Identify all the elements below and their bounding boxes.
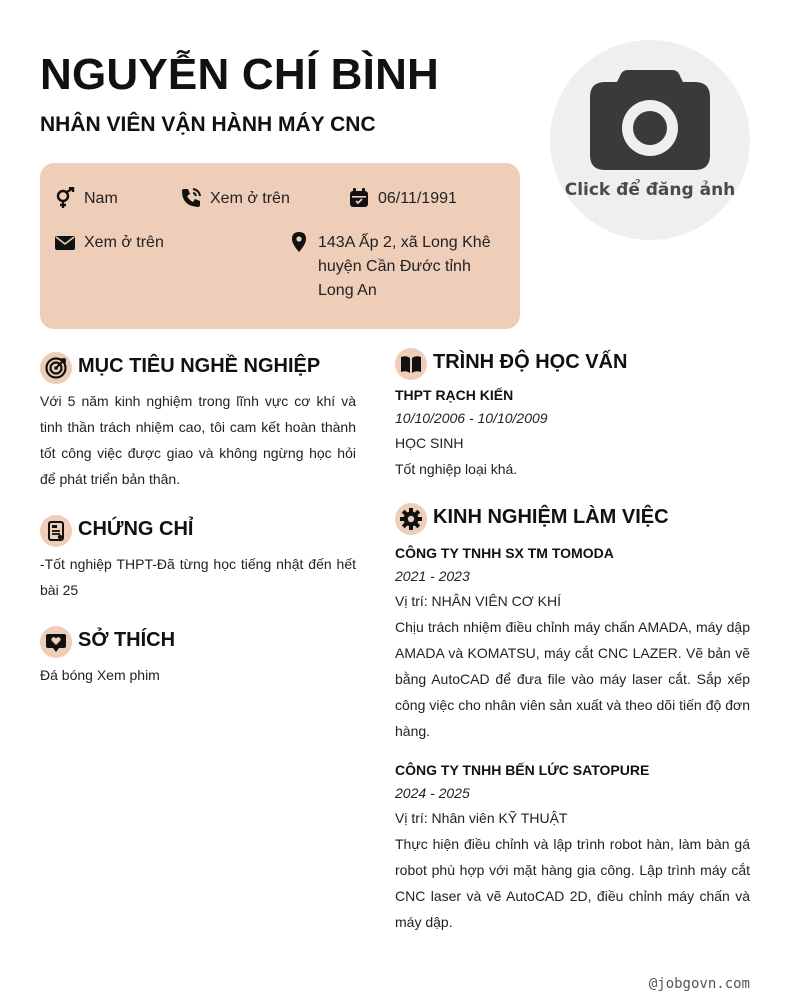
- section-certificates-title: CHỨNG CHỈ: [78, 518, 194, 540]
- book-icon: [400, 353, 422, 375]
- camera-icon: [590, 68, 710, 173]
- objective-text: Với 5 năm kinh nghiệm trong lĩnh vực cơ khí và tinh thần trách nhiệm cao, tôi cam kết hoàn thành tốt công việc được giao và không ngừng học hỏi để phát triển bản thân.: [40, 393, 356, 487]
- education-badge: [395, 348, 427, 380]
- section-objective-title: MỤC TIÊU NGHỀ NGHIỆP: [78, 355, 321, 377]
- job-description: Thực hiện điều chỉnh và lập trình robot hàn, làm bàn gá robot phù hợp với mặt hàng gia công. Lập trình máy cắt CNC laser và vẽ AutoCAD 2D, điều chỉnh máy chấn và máy dập.: [395, 836, 750, 930]
- candidate-name: NGUYỄN CHÍ BÌNH: [40, 50, 440, 99]
- gender-icon: [54, 187, 76, 209]
- footer-brand: @jobgovn.com: [648, 976, 750, 992]
- certificates-text: -Tốt nghiệp THPT-Đã từng học tiếng nhật đến hết bài 25: [40, 556, 356, 598]
- email-value: Xem ở trên: [84, 234, 164, 251]
- calendar-icon: [348, 187, 370, 209]
- job-period: 2024 - 2025: [395, 785, 470, 801]
- certificates-badge: [40, 515, 72, 547]
- target-icon: [45, 357, 67, 379]
- education-school: THPT RẠCH KIẾN: [395, 387, 514, 403]
- gender-value: Nam: [84, 190, 118, 207]
- education-result: Tốt nghiệp loại khá.: [395, 461, 518, 477]
- address-value: 143A Ấp 2, xã Long Khê huyện Cần Đước tỉnh Long An: [318, 234, 491, 299]
- job-position: Vị trí: NHÂN VIÊN CƠ KHÍ: [395, 593, 562, 609]
- experience-badge: [395, 503, 427, 535]
- job-period: 2021 - 2023: [395, 568, 470, 584]
- certificate-icon: [45, 520, 67, 542]
- phone-icon: [180, 187, 202, 209]
- gear-icon: [400, 508, 422, 530]
- section-hobbies-title: SỞ THÍCH: [78, 629, 176, 651]
- job-description: Chịu trách nhiệm điều chỉnh máy chấn AMADA, máy dập AMADA và KOMATSU, máy cắt CNC LAZER. Vẽ bản vẽ bằng AutoCAD để đưa file vào máy laser cắt. Sắp xếp công việc cho nhân viên sản xuất và theo dõi tiến độ đơn hàng.: [395, 619, 750, 739]
- objective-badge: [40, 352, 72, 384]
- section-experience-title: KINH NGHIỆM LÀM VIỆC: [433, 506, 669, 528]
- contact-info-box: [40, 163, 520, 329]
- section-education-title: TRÌNH ĐỘ HỌC VẤN: [433, 351, 628, 373]
- hobbies-badge: [40, 626, 72, 658]
- envelope-icon: [54, 231, 76, 253]
- avatar-upload-label: Click để đăng ảnh: [564, 180, 736, 200]
- heart-message-icon: [45, 631, 67, 653]
- job-company: CÔNG TY TNHH SX TM TOMODA: [395, 545, 614, 561]
- hobbies-text: Đá bóng Xem phim: [40, 667, 160, 683]
- job-company: CÔNG TY TNHH BẾN LỨC SATOPURE: [395, 762, 650, 778]
- avatar-upload[interactable]: [550, 40, 750, 240]
- education-major: HỌC SINH: [395, 435, 464, 451]
- job-position: Vị trí: Nhân viên KỸ THUẬT: [395, 810, 568, 826]
- education-period: 10/10/2006 - 10/10/2009: [395, 410, 548, 426]
- birthday-value: 06/11/1991: [378, 190, 457, 207]
- job-title: NHÂN VIÊN VẬN HÀNH MÁY CNC: [40, 113, 376, 136]
- phone-value: Xem ở trên: [210, 190, 290, 207]
- location-pin-icon: [288, 231, 310, 253]
